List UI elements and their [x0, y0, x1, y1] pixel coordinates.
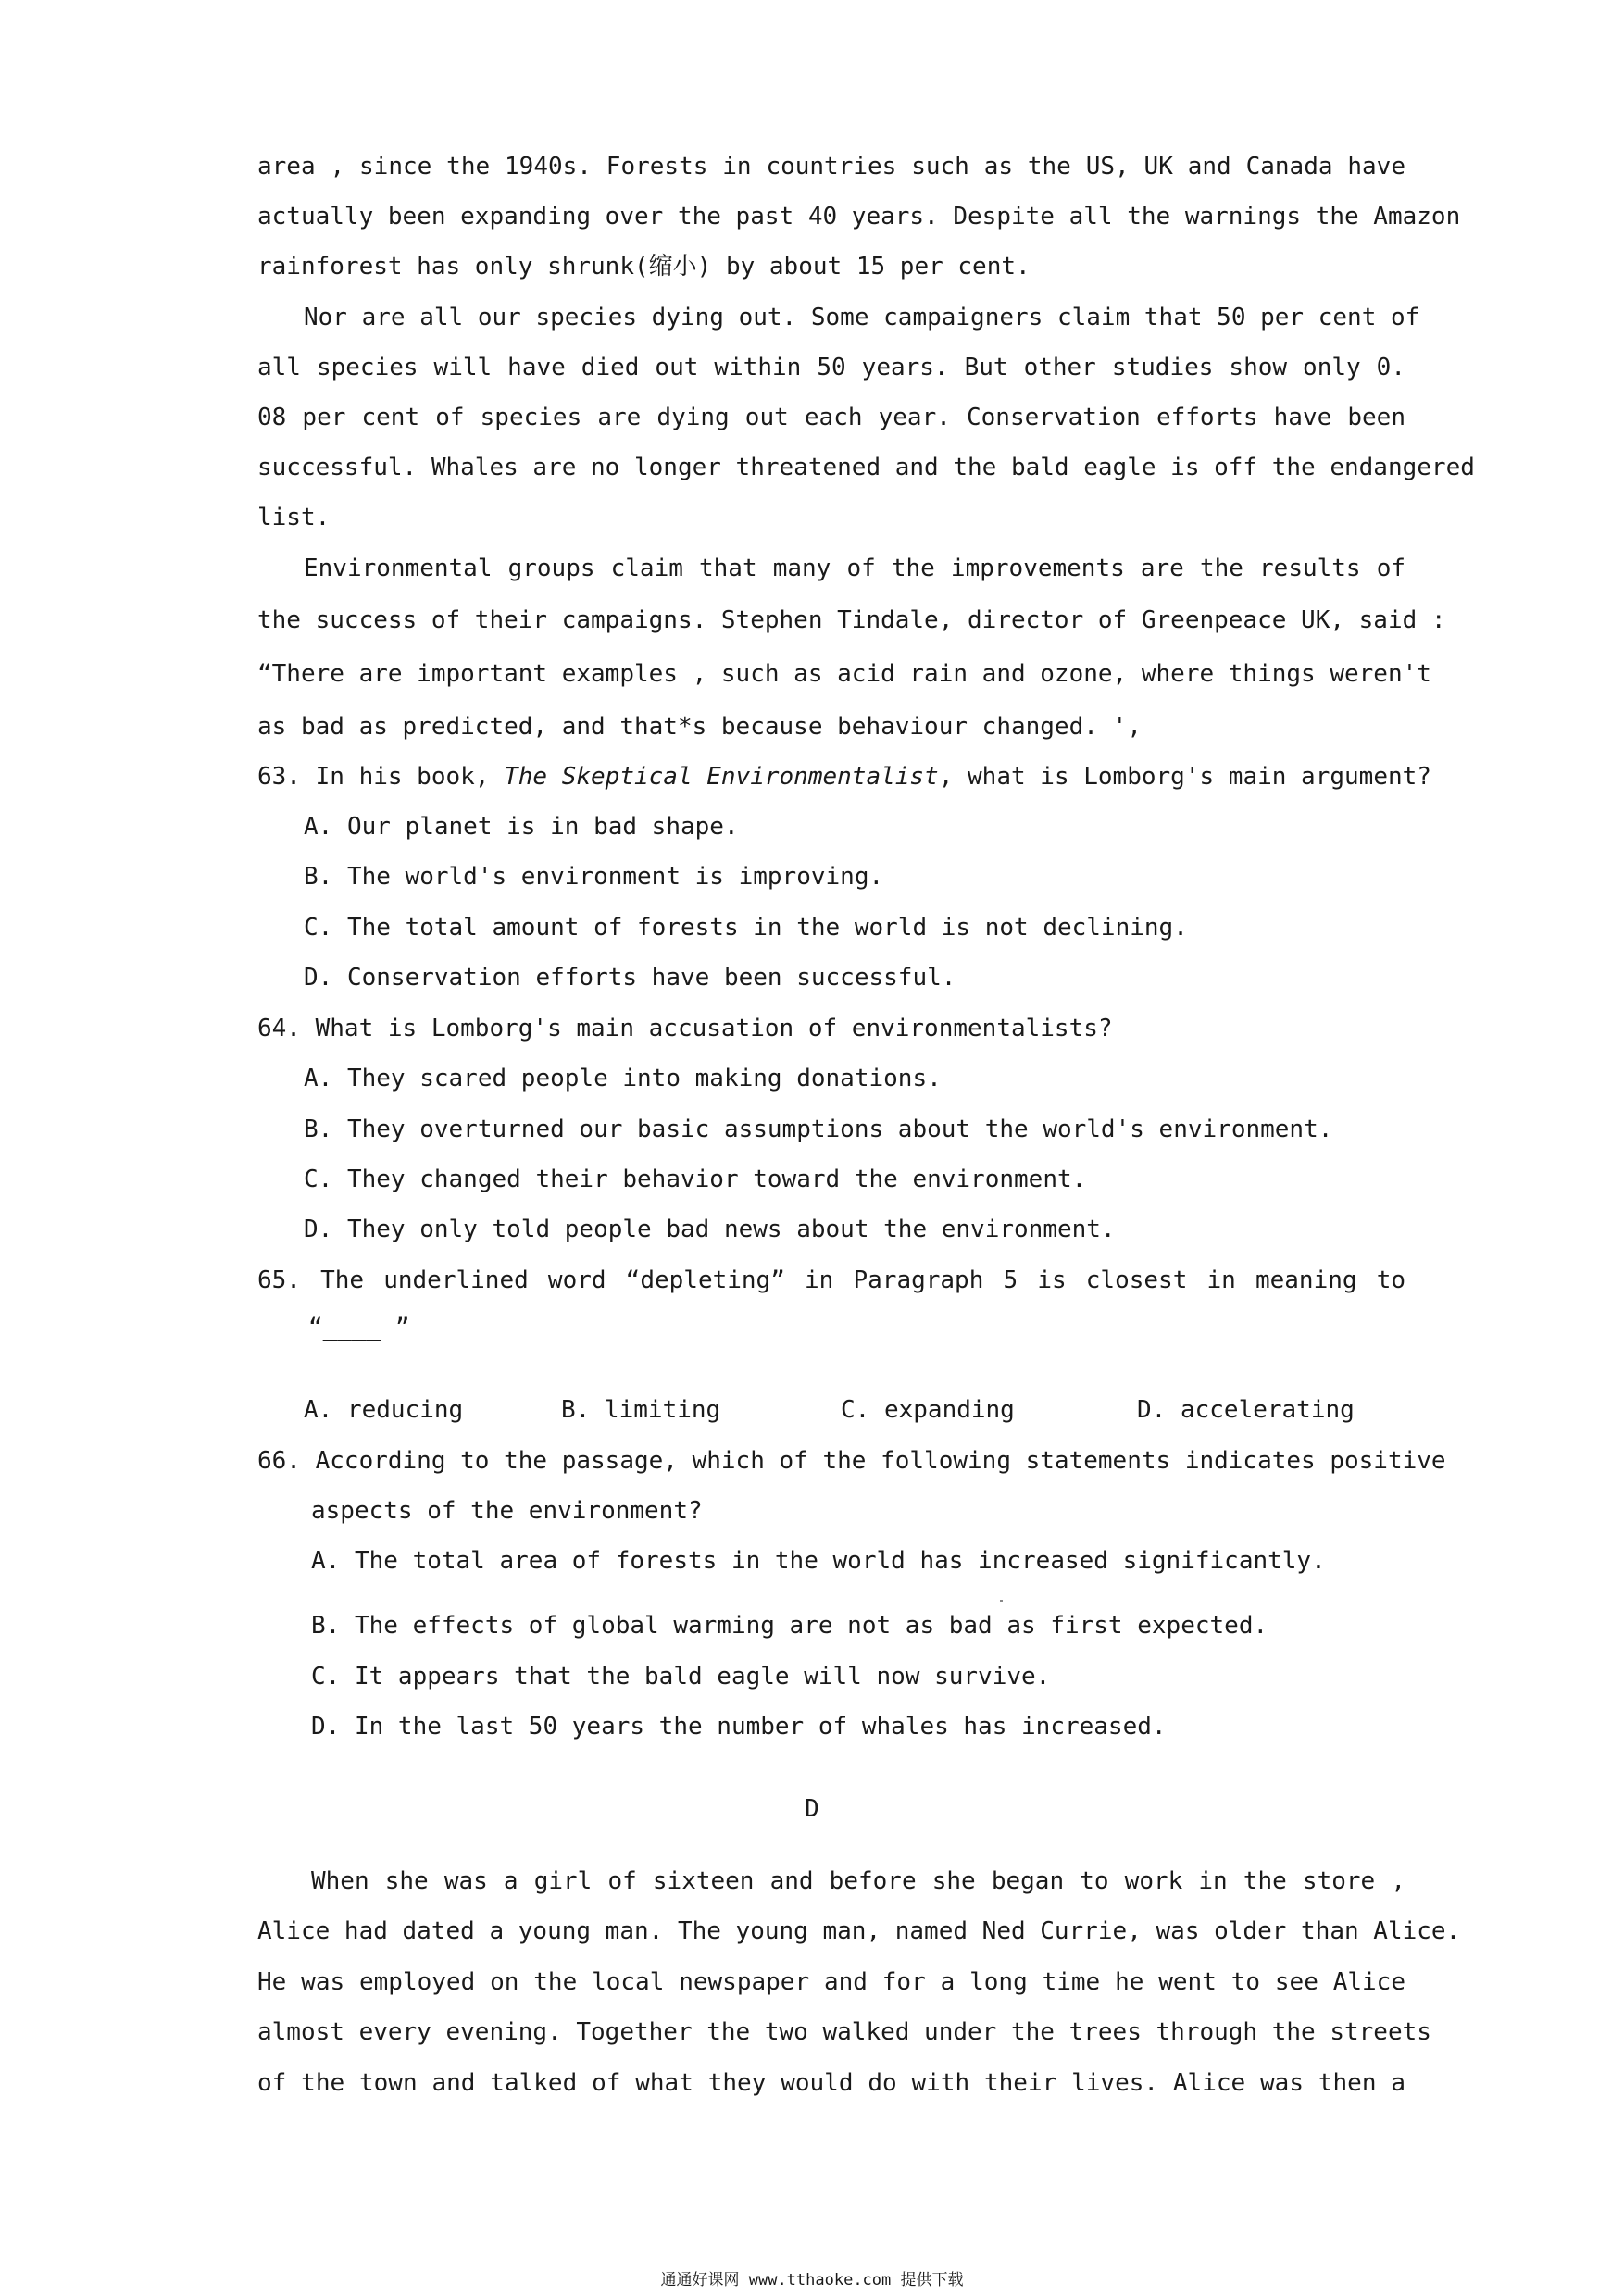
q63-stem-start: 63. In his book, — [257, 763, 505, 791]
passage-d-line: of the town and talked of what they would do with their lives. Alice was then a — [257, 2069, 1405, 2097]
book-title: The Skeptical Environmentalist — [504, 763, 939, 791]
q64-option-b: B. They overturned our basic assumptions about the world's environment. — [304, 1116, 1333, 1143]
q64-option-c: C. They changed their behavior toward the environment. — [304, 1166, 1087, 1193]
q66-option-c: C. It appears that the bald eagle will now survive. — [311, 1663, 1051, 1691]
passage-line: successful. Whales are no longer threatened and the bald eagle is off the endangered — [257, 454, 1475, 481]
passage-d-line: He was employed on the local newspaper and for a long time he went to see Alice — [257, 1968, 1405, 1996]
q63-option-d: D. Conservation efforts have been successful. — [304, 964, 956, 992]
q66-option-d: D. In the last 50 years the number of whales has increased. — [311, 1713, 1167, 1741]
q66-option-a: A. The total area of forests in the world has increased significantly. — [311, 1547, 1326, 1575]
passage-line: area , since the 1940s. Forests in countries such as the US, UK and Canada have — [257, 153, 1405, 181]
question-64-stem: 64. What is Lomborg's main accusation of environmentalists? — [257, 1015, 1113, 1042]
passage-line: actually been expanding over the past 40 years. Despite all the warnings the Amazon — [257, 203, 1461, 231]
passage-line: “There are important examples , such as acid rain and ozone, where things weren't — [257, 660, 1431, 688]
q63-option-b: B. The world's environment is improving. — [304, 863, 884, 891]
q65-option-c: C. expanding — [841, 1396, 1015, 1424]
q65-option-d: D. accelerating — [1137, 1396, 1355, 1424]
q65-option-a: A. reducing — [304, 1396, 464, 1424]
passage-line: all species will have died out within 50 years. But other studies show only 0. — [257, 354, 1405, 381]
section-heading: D — [805, 1795, 819, 1823]
q66-option-b: B. The effects of global warming are not as bad as first expected. — [311, 1612, 1268, 1640]
passage-d-line: almost every evening. Together the two walked under the trees through the streets — [257, 2018, 1431, 2046]
passage-d-line: Alice had dated a young man. The young man, named Ned Currie, was older than Alice. — [257, 1917, 1461, 1945]
question-66-stem-continued: aspects of the environment? — [311, 1497, 703, 1525]
q65-option-b: B. limiting — [561, 1396, 721, 1424]
question-65-blank: “____ ” — [308, 1314, 410, 1341]
passage-line: Nor are all our species dying out. Some campaigners claim that 50 per cent of — [304, 304, 1420, 331]
q63-option-a: A. Our planet is in bad shape. — [304, 813, 739, 841]
scan-speck — [1000, 1600, 1003, 1602]
q63-option-c: C. The total amount of forests in the world is not declining. — [304, 914, 1188, 942]
q63-stem-end: , what is Lomborg's main argument? — [938, 763, 1431, 791]
question-66-stem: 66. According to the passage, which of the following statements indicates positive — [257, 1447, 1446, 1475]
page-footer: 通通好课网 www.tthaoke.com 提供下载 — [660, 2271, 964, 2290]
q64-option-a: A. They scared people into making donations. — [304, 1065, 942, 1092]
question-65-stem: 65. The underlined word “depleting” in Paragraph 5 is closest in meaning to — [257, 1267, 1405, 1294]
passage-line: 08 per cent of species are dying out each year. Conservation efforts have been — [257, 404, 1405, 431]
passage-line: rainforest has only shrunk(缩小) by about 15 per cent. — [257, 253, 1031, 281]
passage-line: Environmental groups claim that many of the improvements are the results of — [304, 555, 1405, 582]
passage-line: list. — [257, 504, 331, 531]
passage-line: as bad as predicted, and that*s because behaviour changed. ', — [257, 713, 1142, 741]
passage-d-line: When she was a girl of sixteen and before she began to work in the store , — [311, 1867, 1405, 1895]
question-63-stem — [257, 761, 1431, 792]
passage-line: the success of their campaigns. Stephen Tindale, director of Greenpeace UK, said : — [257, 606, 1446, 634]
q64-option-d: D. They only told people bad news about the environment. — [304, 1216, 1116, 1243]
